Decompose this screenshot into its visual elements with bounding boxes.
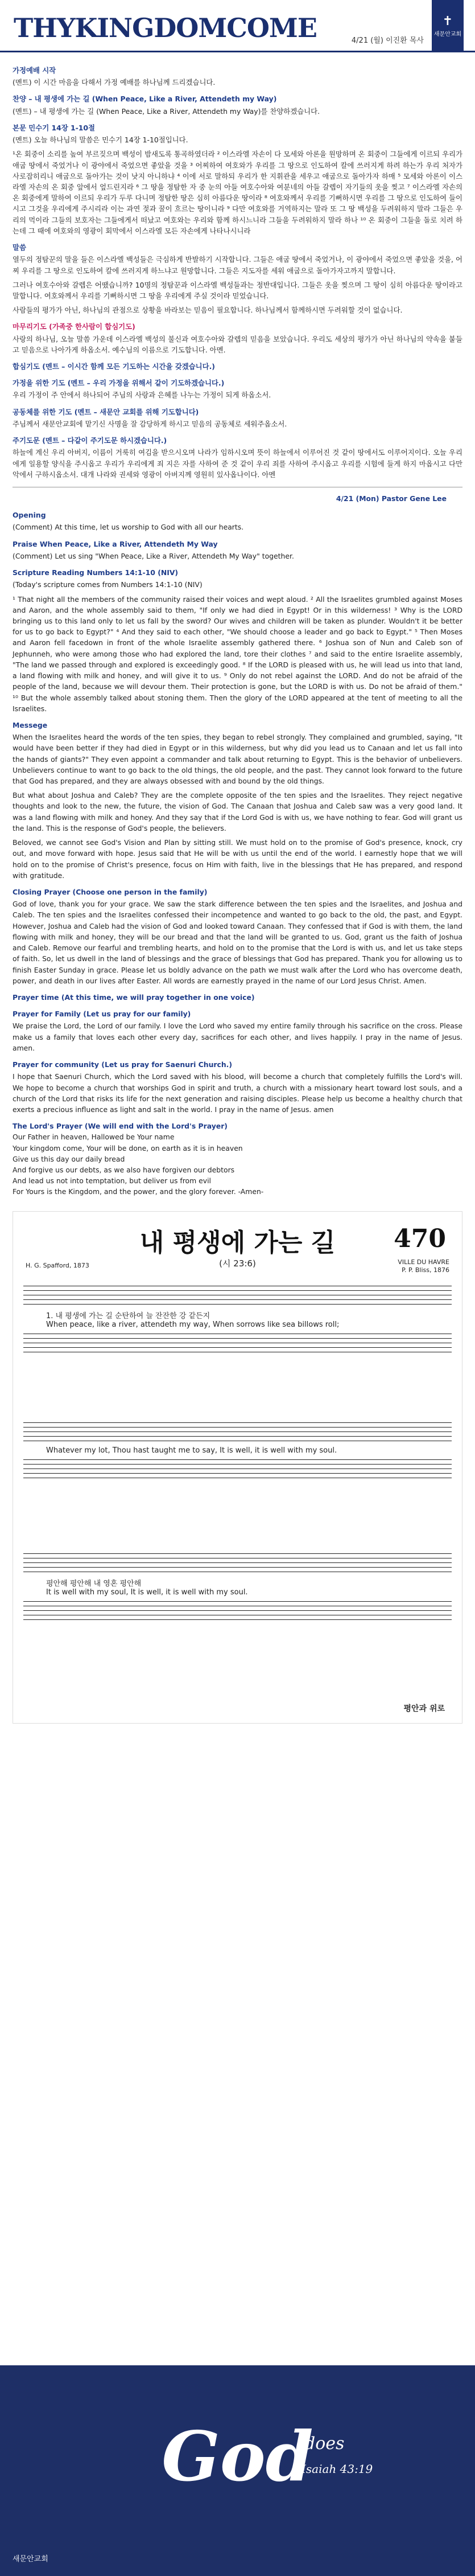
en-scripture-text: ¹ That night all the members of the community raised their voices and wept aloud. ² All the Israelites grumbled against Moses and Aaron, and the whole assembly said to them, "If only we had died in Egypt! Or in this wilderness! ³ Why is the LORD bringing us to this land only to let us fall by the sword? Our wives and children will be taken as plunder. Wouldn't it be better for us to go back to Egypt?" ⁴ And they said to each other, "We should choose a leader and go back to Egypt." ⁵ Then Moses and Aaron fell facedown in front of the whole Israelite assembly gathered there. ⁶ Joshua son of Nun and Caleb son of Jephunneh, who were among those who had explored the land, tore their clothes ⁷ and said to the entire Israelite assembly, "The land we passed through and explored is exceedingly good. ⁸ If the LORD is pleased with us, he will lead us into that land, a land flowing with milk and honey, and will give it to us. ⁹ Only do not rebel against the LORD. And do not be afraid of the people of the land, because we will devour them. Their protection is gone, but the LORD is with us. Do not be afraid of them." ¹⁰ But the whole assembly talked about stoning them. Then the glory of the LORD appeared at the tent of meeting to all the Israelites. bbox=[13, 594, 462, 713]
kr-scripture-title: 본문 민수기 14장 1-10절 bbox=[13, 123, 95, 132]
en-prayer-time-title: Prayer time (At this time, we will pray together in one voice) bbox=[13, 992, 255, 1002]
en-lords-prayer-title: The Lord's Prayer (We will end with the Lord's Prayer) bbox=[13, 1122, 228, 1131]
lords-prayer-line: And forgive us our debts, as we also have forgiven our debtors bbox=[13, 1166, 235, 1175]
kr-prayer-time-title: 합심기도 (멘트 – 이시간 함께 모든 기도하는 시간을 갖겠습니다.) bbox=[13, 362, 215, 371]
en-scripture-intro: (Today's scripture comes from Numbers 14:1-10 (NIV) bbox=[13, 580, 203, 589]
kr-lords-prayer-title: 주기도문 (멘트 – 다같이 주기도문 하시겠습니다.) bbox=[13, 436, 167, 445]
hymn-reference: (시 23:6) bbox=[219, 1258, 256, 1269]
en-prayer-family-title: Prayer for Family (Let us pray for our family) bbox=[13, 1010, 191, 1019]
hymn-title: 내 평생에 가는 길 bbox=[139, 1228, 336, 1257]
lords-prayer-line: Our Father in heaven, Hallowed be Your name bbox=[13, 1133, 175, 1142]
music-staff bbox=[23, 1459, 452, 1483]
hymn-sheet bbox=[13, 1211, 462, 1724]
music-staff bbox=[23, 1553, 452, 1577]
footer-verse-ref: Isaiah 43:19 bbox=[301, 2462, 373, 2476]
header bbox=[0, 0, 475, 52]
en-message-p2: But what about Joshua and Caleb? They are the complete opposite of the ten spies and the Israelites. They reject negative thoughts and look to the new, the future, the vision of God. The Canaan that Joshua and Caleb saw was a very good land. It was a land flowing with milk and honey. And they say that if the Lord God is with us, we have nothing to fear. God will grant us the land. This is the response of God's people, the believers. bbox=[13, 791, 462, 832]
lords-prayer-line: For Yours is the Kingdom, and the power, and the glory forever. -Amen- bbox=[13, 1187, 264, 1196]
lords-prayer-line: Your kingdom come, Your will be done, on earth as it is in heaven bbox=[13, 1143, 243, 1152]
en-message-title: Messege bbox=[13, 720, 48, 729]
music-staff bbox=[23, 1334, 452, 1357]
footer-does-text: does bbox=[304, 2434, 345, 2454]
korean-section bbox=[0, 52, 475, 1197]
brand-title: THYKINGDOMCOME bbox=[14, 13, 317, 43]
en-closing-title: Closing Prayer (Choose one person in the family) bbox=[13, 888, 208, 896]
hymn-lyrics-line: Whatever my lot, Thou hast taught me to say, It is well, it is well with my soul. bbox=[46, 1446, 337, 1455]
en-opening-title: Opening bbox=[13, 511, 46, 520]
en-closing-text: God of love, thank you for your grace. We saw the stark difference between the ten spies and the Israelites, and Joshua and Caleb. The ten spies and the Israelites confessed their incompetence and wanted to go back to the old, the past, and Egypt. However, Joshua and Caleb had the vision of God and looked toward Canaan. They confessed that if God is with them, the land flowing with milk and honey, they will be our bread and that the land will be granted to us. God, grant us the faith of Joshua and Caleb. Remove our fearful and trembling hearts, and hold on to the promise that the Lord is with us, and let us take steps of faith. So, let us dwell in the land of blessings and the grace of blessings that God has prepared. Thank you for allowing us to finish Easter Sunday in grace. Please let us boldly advance on the path we must walk after the Lord who has overcome death, power, and death in our lives after Easter. All words are earnestly prayed in the name of our Lord Jesus Christ. Amen. bbox=[13, 900, 462, 985]
church-logo bbox=[432, 0, 464, 52]
hymn-tune-info bbox=[398, 1258, 449, 1275]
kr-praise-text: (멘트) – 내 평생에 가는 길 (When Peace, Like a River, Attendeth my Way)를 찬양하겠습니다. bbox=[13, 106, 320, 116]
en-scripture-title: Scripture Reading Numbers 14:1-10 (NIV) bbox=[13, 568, 179, 577]
header-date: 4/21 (월) 이진환 목사 bbox=[351, 36, 424, 45]
music-staff bbox=[23, 1422, 452, 1446]
kr-open-title: 가정예배 시작 bbox=[13, 66, 56, 75]
kr-scripture-text: ¹온 회중이 소리를 높여 부르짖으며 백성이 밤새도록 통곡하였더라 ² 이스라엘 자손이 다 모세와 아론을 원망하며 온 회중이 그들에게 이르되 우리가 애굽 땅에서 죽었거나 이 광야에서 죽었으면 좋았을 것을 ³ 어찌하여 여호와가 우리를 그 땅으로 인도하여 칼에 쓰러지게 하려 하는가 우리 처자가 사로잡히리니 애굽으로 돌아가는 것이 낫지 아니하냐 ⁴ 이에 서로 말하되 우리가 한 지휘관을 세우고 애굽으로 돌아가자 하매 ⁵ 모세와 아론이 이스라엘 자손의 온 회중 앞에서 엎드린지라 ⁶ 그 땅을 정탐한 자 중 눈의 아들 여호수아와 여분네의 아들 갈렙이 자기들의 옷을 찢고 ⁷ 이스라엘 자손의 온 회중에게 말하여 이르되 우리가 두루 다니며 정탐한 땅은 심히 아름다운 땅이라 ⁸ 여호와께서 우리를 기뻐하시면 우리를 그 땅으로 인도하여 들이시고 그것을 우리에게 주시리라 이는 과연 젖과 꿀이 흐르는 땅이니라 ⁹ 다만 여호와를 거역하지는 말라 또 그 땅 백성을 두려워하지 말라 그들은 우리의 먹이라 그들의 보호자는 그들에게서 떠났고 여호와는 우리와 함께 하시느니라 그들을 두려워하지 말라 하나 ¹⁰ 온 회중이 그들을 돌로 치려 하는데 그 때에 여호와의 영광이 회막에서 이스라엘 모든 자손에게 나타나시니라 bbox=[13, 150, 462, 235]
music-staff bbox=[23, 1286, 452, 1310]
hymn-lyrics-line: When peace, like a river, attendeth my way, When sorrows like sea billows roll; bbox=[46, 1320, 340, 1329]
en-message-p3: Beloved, we cannot see God's Vision and Plan by sitting still. We must hold on to the promise of God's presence, knock, cry out, and move forward with hope. Jesus said that He will be with us until the end of the world. I earnestly hope that we will hold on to the promise of Christ's presence, focus on Him with faith, live in the blessings that He has prepared, and respond with gratitude. bbox=[13, 838, 462, 880]
hymn-refrain-en: It is well with my soul, It is well, it is well with my soul. bbox=[46, 1588, 248, 1597]
kr-open-text: (멘트) 이 시간 마음을 다해서 가정 예배를 하나님께 드리겠습니다. bbox=[13, 78, 216, 87]
kr-message-p2: 그러나 여호수아와 갈렙은 어땠습니까? 10명의 정탐꾼과 이스라엘 백성들과는 정반대입니다. 그들은 옷을 찢으며 그 땅이 심히 아름다운 땅이라고 말합니다. 여호와께서 우리를 기뻐하시면 그 땅을 우리에게 주실 것이라 믿었습니다. bbox=[13, 280, 462, 300]
en-message-p1: When the Israelites heard the words of the ten spies, they began to rebel strongly. They complained and grumbled, saying, "It would have been better if they had died in Egypt or in this wilderness, but why did you lead us to Canaan and let us fall into the hands of giants?" They even appoint a commander and talk about returning to Egypt. This is the behavior of unbelievers. Unbelievers continue to want to go back to the old things, the old people, and the past. They cannot look forward to the future that God has prepared, and they are always obsessed with and bound by the old things. bbox=[13, 733, 462, 786]
hymn-lyricist: H. G. Spafford, 1873 bbox=[26, 1261, 89, 1269]
en-praise-text: (Comment) Let us sing "When Peace, Like a River, Attendeth My Way" together. bbox=[13, 551, 294, 560]
kr-scripture-intro: (멘트) 오늘 하나님의 말씀은 민수기 14장 1-10절입니다. bbox=[13, 136, 188, 145]
en-lords-prayer bbox=[13, 1131, 462, 1197]
music-staff bbox=[23, 1601, 452, 1625]
kr-prayer-family-title: 가정을 위한 기도 (멘트 – 우리 가정을 위해서 같이 기도하겠습니다.) bbox=[13, 379, 225, 388]
en-praise-title: Praise When Peace, Like a River, Attendeth My Way bbox=[13, 539, 218, 548]
kr-closing-text: 사랑의 하나님, 오늘 말씀 가운데 이스라엘 백성의 불신과 여호수아와 갈렙의 믿음을 보았습니다. 우리도 세상의 평가가 아닌 하나님의 약속을 붙들고 믿음으로 나아가게 하옵소서. 예수님의 이름으로 기도합니다. 아멘. bbox=[13, 334, 462, 354]
hymn-tune-name: VILLE DU HAVRE bbox=[398, 1258, 449, 1266]
kr-message-p1: 열두의 정탐꾼의 말을 들은 이스라엘 백성들은 극심하게 반발하기 시작합니다. 그들은 애굽 땅에서 죽었거나, 이 광야에서 죽었으면 좋았을 것을, 어찌 우리를 그 땅으로 인도하여 칼에 쓰러지게 하느냐고 원망합니다. 그들은 지도자를 세워 애굽으로 돌아가자고까지 말합니다. bbox=[13, 255, 462, 275]
footer-banner bbox=[0, 2365, 475, 2576]
kr-closing-title: 마무리기도 (가족중 한사람이 합심기도) bbox=[13, 322, 135, 331]
lords-prayer-line: And lead us not into temptation, but deliver us from evil bbox=[13, 1176, 211, 1186]
en-prayer-community-title: Prayer for community (Let us pray for Saenuri Church.) bbox=[13, 1060, 233, 1069]
hymn-refrain-kr: 평안해 평안해 내 영혼 평안해 bbox=[46, 1579, 142, 1588]
kr-message-title: 말씀 bbox=[13, 243, 26, 252]
hymn-number: 470 bbox=[394, 1224, 446, 1253]
en-prayer-community-text: I hope that Saenuri Church, which the Lord saved with his blood, will become a church that completely fulfills the Lord's will. We hope to become a church that worships God in spirit and truth, a church with a missionary heart toward lost souls, and a church of the Lord that risks its life for the next generation and raising disciples. Please help us become a healthy church that exerts a precious influence as light and salt in the world. I pray in the name of Jesus. amen bbox=[13, 1072, 462, 1114]
staff-system-2 bbox=[23, 1422, 452, 1483]
header-rule bbox=[0, 51, 475, 52]
lords-prayer-line: Give us this day our daily bread bbox=[13, 1154, 125, 1163]
en-opening-text: (Comment) At this time, let us worship to God with all our hearts. bbox=[13, 523, 244, 532]
staff-system-1 bbox=[23, 1286, 452, 1357]
kr-prayer-family-text: 우리 가정이 주 안에서 하나되어 주님의 사랑과 은혜를 나누는 가정이 되게 하옵소서. bbox=[13, 391, 271, 400]
kr-praise-title: 찬양 – 내 평생에 가는 길 (When Peace, Like a River, Attendeth my Way) bbox=[13, 95, 277, 104]
cross-icon: ✝ bbox=[442, 14, 453, 29]
en-prayer-family-text: We praise the Lord, the Lord of our family. I love the Lord who saved my entire family through his sacrifice on the cross. Please make us a family that loves each other every day, sacrifices for each other, and lives happily. I pray in the name of Jesus. amen. bbox=[13, 1022, 462, 1052]
hymn-composer: P. P. Bliss, 1876 bbox=[402, 1266, 449, 1274]
kr-prayer-community-title: 공동체를 위한 기도 (멘트 – 새문안 교회를 위해 기도합니다) bbox=[13, 407, 199, 416]
en-date: 4/21 (Mon) Pastor Gene Lee bbox=[336, 494, 447, 503]
kr-lords-prayer-text: 하늘에 계신 우리 아버지, 이름이 거룩히 여김을 받으시오며 나라가 임하시오며 뜻이 하늘에서 이루어진 것 같이 땅에서도 이루어지이다. 오늘 우리에게 일용할 양식을 주시옵고 우리가 우리에게 죄 지은 자를 사하여 준 것 같이 우리 죄를 사하여 주시옵고 우리를 시험에 들게 하지 마옵시고 다만 악에서 구하시옵소서. 대개 나라와 권세와 영광이 아버지께 영원히 있사옵나이다. 아멘 bbox=[13, 448, 462, 479]
hymn-lyrics-line: 1. 내 평생에 가는 길 순탄하여 늘 잔잔한 강 같든지 bbox=[46, 1311, 210, 1320]
kr-message-p3: 사람들의 평가가 아닌, 하나님의 관점으로 상황을 바라보는 믿음이 필요합니다. 하나님께서 함께하시면 두려워할 것이 없습니다. bbox=[13, 306, 403, 315]
kr-prayer-community-text: 주님께서 새문안교회에 맡기신 사명을 잘 감당하게 하시고 믿음의 공동체로 세워주옵소서. bbox=[13, 419, 287, 428]
footer-church-name: 새문안교회 bbox=[13, 2555, 48, 2563]
staff-system-3 bbox=[23, 1553, 452, 1625]
logo-text: 새문안교회 bbox=[433, 31, 462, 38]
footer-god-text: God bbox=[162, 2417, 313, 2497]
hymn-category: 평안과 위로 bbox=[403, 1704, 445, 1713]
